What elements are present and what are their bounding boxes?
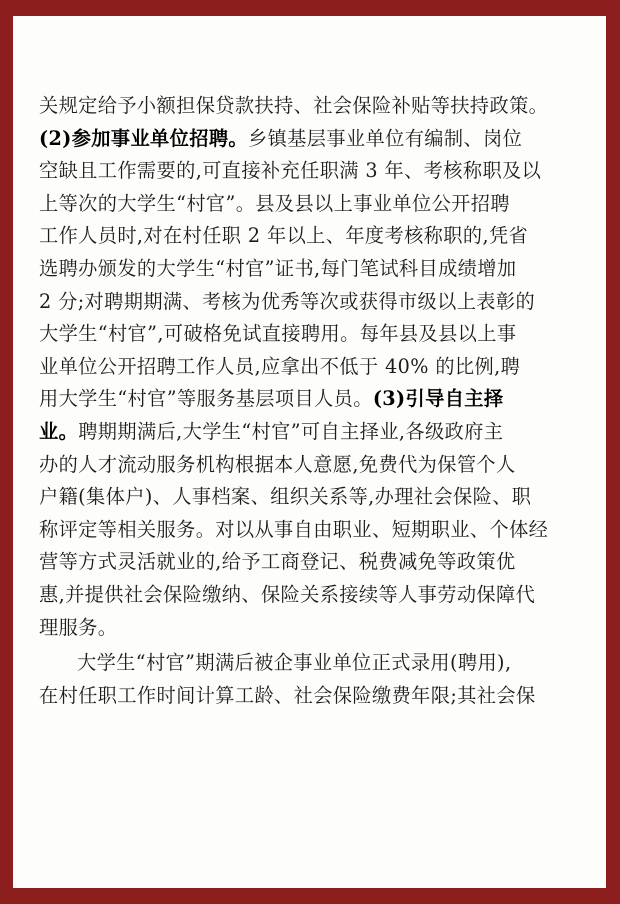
text-run: 户籍(集体户)、人事档案、组织关系等,办理社会保险、职 [39, 485, 532, 509]
text-run: 大学生“村官”,可破格免试直接聘用。每年县及县以上事 [39, 322, 517, 346]
text-run: 关规定给予小额担保贷款扶持、社会保险补贴等扶持政策。 [39, 94, 549, 117]
text-run: 选聘办颁发的大学生“村官”证书,每门笔试科目成绩增加 [39, 256, 517, 280]
text-line [39, 188, 587, 221]
text-run: 在村任职工作时间计算工龄、社会保险缴费年限;其社会保 [39, 683, 536, 707]
text-line [39, 481, 587, 514]
bold-heading-text: (3)引导自主择 [372, 387, 504, 411]
text-run: 营等方式灵活就业的,给予工商登记、税费减免等政策优 [39, 550, 516, 574]
text-run: 工作人员时,对在村任职 2 年以上、年度考核称职的,凭省 [39, 224, 529, 248]
text-line [39, 514, 587, 547]
text-run: 办的人才流动服务机构根据本人意愿,免费代为保管个人 [39, 452, 516, 476]
text-line [39, 155, 587, 188]
document-page [13, 16, 606, 888]
text-line [39, 286, 587, 319]
text-run: 用大学生“村官”等服务基层项目人员。 [39, 387, 373, 411]
text-run: 乡镇基层事业单位有编制、岗位 [248, 126, 523, 150]
text-line [39, 351, 587, 384]
text-run: 惠,并提供社会保险缴纳、保险关系接续等人事劳动保障代 [39, 582, 536, 606]
text-line [39, 546, 587, 579]
text-line [39, 449, 587, 482]
text-run: 大学生“村官”期满后被企事业单位正式录用(聘用), [77, 651, 512, 675]
body-text [39, 90, 587, 712]
text-line [39, 680, 587, 713]
text-run: 2 分;对聘期期满、考核为优秀等次或获得市级以上表彰的 [39, 289, 536, 313]
text-run: 称评定等相关服务。对以从事自由职业、短期职业、个体经 [39, 517, 549, 541]
bold-heading-text: 业。 [39, 419, 79, 443]
text-line [39, 612, 587, 645]
text-line [39, 318, 587, 351]
text-run: 聘期期满后,大学生“村官”可自主择业,各级政府主 [78, 419, 504, 443]
text-line [39, 90, 587, 123]
text-line [39, 253, 587, 286]
bold-heading-text: (2)参加事业单位招聘。 [39, 126, 248, 150]
text-line [39, 383, 587, 416]
text-run: 理服务。 [39, 615, 118, 639]
text-run: 业单位公开招聘工作人员,应拿出不低于 40% 的比例,聘 [39, 354, 521, 378]
text-run: 上等次的大学生“村官”。县及县以上事业单位公开招聘 [39, 191, 510, 215]
text-line [39, 647, 587, 680]
text-line [39, 123, 587, 156]
text-run: 空缺且工作需要的,可直接补充任职满 3 年、考核称职及以 [39, 159, 542, 183]
text-line [39, 220, 587, 253]
text-line [39, 416, 587, 449]
text-line [39, 579, 587, 612]
